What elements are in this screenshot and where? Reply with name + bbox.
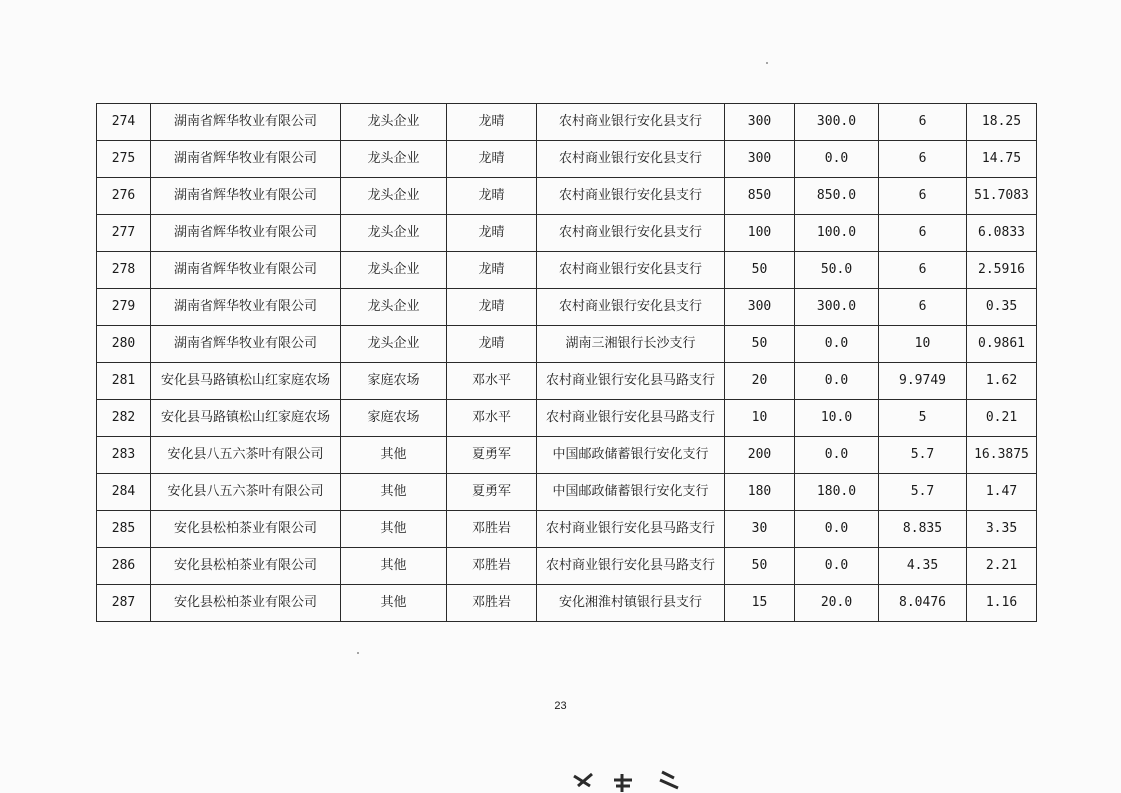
table-cell-person: 龙晴 [447, 104, 537, 141]
table-cell-c1: 100 [725, 215, 795, 252]
table-cell-type: 其他 [341, 437, 447, 474]
table-cell-c4: 0.35 [967, 289, 1037, 326]
table-cell-c3: 5 [879, 400, 967, 437]
table-cell-bank: 农村商业银行安化县马路支行 [537, 363, 725, 400]
table-cell-no: 278 [97, 252, 151, 289]
table-cell-person: 龙晴 [447, 252, 537, 289]
table-row [97, 289, 1037, 326]
table-cell-c2: 0.0 [795, 437, 879, 474]
table-cell-bank: 湖南三湘银行长沙支行 [537, 326, 725, 363]
table-cell-type: 其他 [341, 585, 447, 622]
table-row [97, 252, 1037, 289]
table-cell-c3: 6 [879, 141, 967, 178]
table-cell-bank: 农村商业银行安化县支行 [537, 215, 725, 252]
stamp-fragment [570, 766, 700, 793]
table-cell-type: 龙头企业 [341, 326, 447, 363]
table-cell-c3: 5.7 [879, 437, 967, 474]
table-cell-type: 龙头企业 [341, 141, 447, 178]
table-cell-person: 夏勇军 [447, 474, 537, 511]
table-cell-c4: 51.7083 [967, 178, 1037, 215]
table-row [97, 363, 1037, 400]
table-cell-c4: 0.21 [967, 400, 1037, 437]
loan-table [96, 103, 1037, 622]
table-cell-no: 275 [97, 141, 151, 178]
table-cell-bank: 农村商业银行安化县支行 [537, 178, 725, 215]
table-cell-person: 龙晴 [447, 178, 537, 215]
table-cell-c1: 300 [725, 104, 795, 141]
table-cell-company: 湖南省辉华牧业有限公司 [151, 104, 341, 141]
table-cell-company: 安化县马路镇松山红家庭农场 [151, 400, 341, 437]
table-cell-company: 安化县八五六茶叶有限公司 [151, 437, 341, 474]
table-cell-c3: 6 [879, 178, 967, 215]
table-cell-c2: 100.0 [795, 215, 879, 252]
table-cell-no: 280 [97, 326, 151, 363]
table-row [97, 474, 1037, 511]
table-cell-bank: 农村商业银行安化县马路支行 [537, 511, 725, 548]
table-cell-type: 龙头企业 [341, 215, 447, 252]
table-cell-type: 其他 [341, 548, 447, 585]
table-cell-bank: 中国邮政储蓄银行安化支行 [537, 437, 725, 474]
table-cell-c2: 850.0 [795, 178, 879, 215]
table-row [97, 585, 1037, 622]
table-cell-c4: 0.9861 [967, 326, 1037, 363]
table-cell-type: 龙头企业 [341, 178, 447, 215]
table-cell-type: 龙头企业 [341, 252, 447, 289]
table-cell-c1: 300 [725, 141, 795, 178]
table-cell-no: 277 [97, 215, 151, 252]
table-cell-bank: 安化湘淮村镇银行县支行 [537, 585, 725, 622]
table-cell-c3: 9.9749 [879, 363, 967, 400]
table-cell-company: 安化县松柏茶业有限公司 [151, 511, 341, 548]
table-cell-company: 湖南省辉华牧业有限公司 [151, 252, 341, 289]
table-cell-type: 龙头企业 [341, 104, 447, 141]
table-row [97, 215, 1037, 252]
table-cell-company: 湖南省辉华牧业有限公司 [151, 215, 341, 252]
table-cell-c1: 180 [725, 474, 795, 511]
table-cell-c1: 200 [725, 437, 795, 474]
table-cell-type: 其他 [341, 511, 447, 548]
table-cell-no: 286 [97, 548, 151, 585]
table-cell-bank: 农村商业银行安化县支行 [537, 252, 725, 289]
table-cell-c4: 1.16 [967, 585, 1037, 622]
table-cell-person: 龙晴 [447, 215, 537, 252]
table-cell-c3: 4.35 [879, 548, 967, 585]
table-cell-c2: 50.0 [795, 252, 879, 289]
table-cell-c1: 850 [725, 178, 795, 215]
table-cell-company: 湖南省辉华牧业有限公司 [151, 289, 341, 326]
table-cell-type: 其他 [341, 474, 447, 511]
table-cell-c3: 6 [879, 289, 967, 326]
table-cell-company: 湖南省辉华牧业有限公司 [151, 178, 341, 215]
table-cell-no: 284 [97, 474, 151, 511]
table-cell-no: 276 [97, 178, 151, 215]
table-cell-bank: 农村商业银行安化县马路支行 [537, 400, 725, 437]
table-cell-c3: 8.0476 [879, 585, 967, 622]
table-cell-c4: 16.3875 [967, 437, 1037, 474]
table-cell-bank: 农村商业银行安化县马路支行 [537, 548, 725, 585]
table-cell-type: 家庭农场 [341, 400, 447, 437]
table-cell-c2: 20.0 [795, 585, 879, 622]
table-cell-company: 安化县马路镇松山红家庭农场 [151, 363, 341, 400]
table-cell-person: 邓胜岩 [447, 585, 537, 622]
table-cell-c2: 10.0 [795, 400, 879, 437]
table-cell-person: 龙晴 [447, 289, 537, 326]
table-cell-c1: 15 [725, 585, 795, 622]
table-cell-company: 安化县松柏茶业有限公司 [151, 585, 341, 622]
table-cell-c3: 10 [879, 326, 967, 363]
table-cell-c3: 6 [879, 215, 967, 252]
table-cell-person: 龙晴 [447, 326, 537, 363]
table-cell-c1: 50 [725, 252, 795, 289]
table-cell-person: 邓水平 [447, 400, 537, 437]
table-row [97, 104, 1037, 141]
table-cell-bank: 农村商业银行安化县支行 [537, 104, 725, 141]
table-cell-person: 龙晴 [447, 141, 537, 178]
table-row [97, 141, 1037, 178]
table-cell-c1: 300 [725, 289, 795, 326]
table-cell-c2: 0.0 [795, 141, 879, 178]
table-cell-c4: 1.47 [967, 474, 1037, 511]
table-cell-c4: 3.35 [967, 511, 1037, 548]
scan-speck [766, 62, 768, 64]
table-cell-company: 湖南省辉华牧业有限公司 [151, 141, 341, 178]
table-cell-no: 287 [97, 585, 151, 622]
table-cell-c1: 10 [725, 400, 795, 437]
table-cell-c2: 180.0 [795, 474, 879, 511]
table-row [97, 437, 1037, 474]
table-cell-c4: 6.0833 [967, 215, 1037, 252]
table-cell-no: 281 [97, 363, 151, 400]
table-cell-c2: 300.0 [795, 289, 879, 326]
table-cell-c2: 0.0 [795, 326, 879, 363]
table-row [97, 400, 1037, 437]
table-cell-c4: 2.21 [967, 548, 1037, 585]
table-row [97, 548, 1037, 585]
table-cell-c3: 8.835 [879, 511, 967, 548]
table-cell-c3: 5.7 [879, 474, 967, 511]
table-cell-c2: 0.0 [795, 363, 879, 400]
table-cell-person: 邓胜岩 [447, 548, 537, 585]
table-cell-bank: 农村商业银行安化县支行 [537, 141, 725, 178]
table-cell-bank: 农村商业银行安化县支行 [537, 289, 725, 326]
table-cell-c1: 30 [725, 511, 795, 548]
table-cell-c4: 1.62 [967, 363, 1037, 400]
table-cell-c4: 18.25 [967, 104, 1037, 141]
table-cell-person: 邓水平 [447, 363, 537, 400]
table-cell-no: 283 [97, 437, 151, 474]
table-cell-company: 安化县松柏茶业有限公司 [151, 548, 341, 585]
table-body [97, 104, 1037, 622]
table-cell-person: 夏勇军 [447, 437, 537, 474]
table-cell-type: 龙头企业 [341, 289, 447, 326]
table-cell-person: 邓胜岩 [447, 511, 537, 548]
table-cell-no: 279 [97, 289, 151, 326]
table-cell-company: 湖南省辉华牧业有限公司 [151, 326, 341, 363]
table-cell-c2: 300.0 [795, 104, 879, 141]
page-number: 23 [554, 700, 567, 712]
table-cell-no: 274 [97, 104, 151, 141]
scan-speck [357, 652, 359, 654]
table-cell-c3: 6 [879, 104, 967, 141]
table-cell-c2: 0.0 [795, 548, 879, 585]
table-cell-c4: 14.75 [967, 141, 1037, 178]
table-cell-no: 285 [97, 511, 151, 548]
table-cell-type: 家庭农场 [341, 363, 447, 400]
table-cell-bank: 中国邮政储蓄银行安化支行 [537, 474, 725, 511]
table-row [97, 326, 1037, 363]
table-cell-c2: 0.0 [795, 511, 879, 548]
table-cell-c3: 6 [879, 252, 967, 289]
table-cell-c1: 50 [725, 326, 795, 363]
table-row [97, 511, 1037, 548]
table-cell-c1: 20 [725, 363, 795, 400]
table-cell-c4: 2.5916 [967, 252, 1037, 289]
table-cell-no: 282 [97, 400, 151, 437]
table-cell-c1: 50 [725, 548, 795, 585]
table-cell-company: 安化县八五六茶叶有限公司 [151, 474, 341, 511]
table-row [97, 178, 1037, 215]
